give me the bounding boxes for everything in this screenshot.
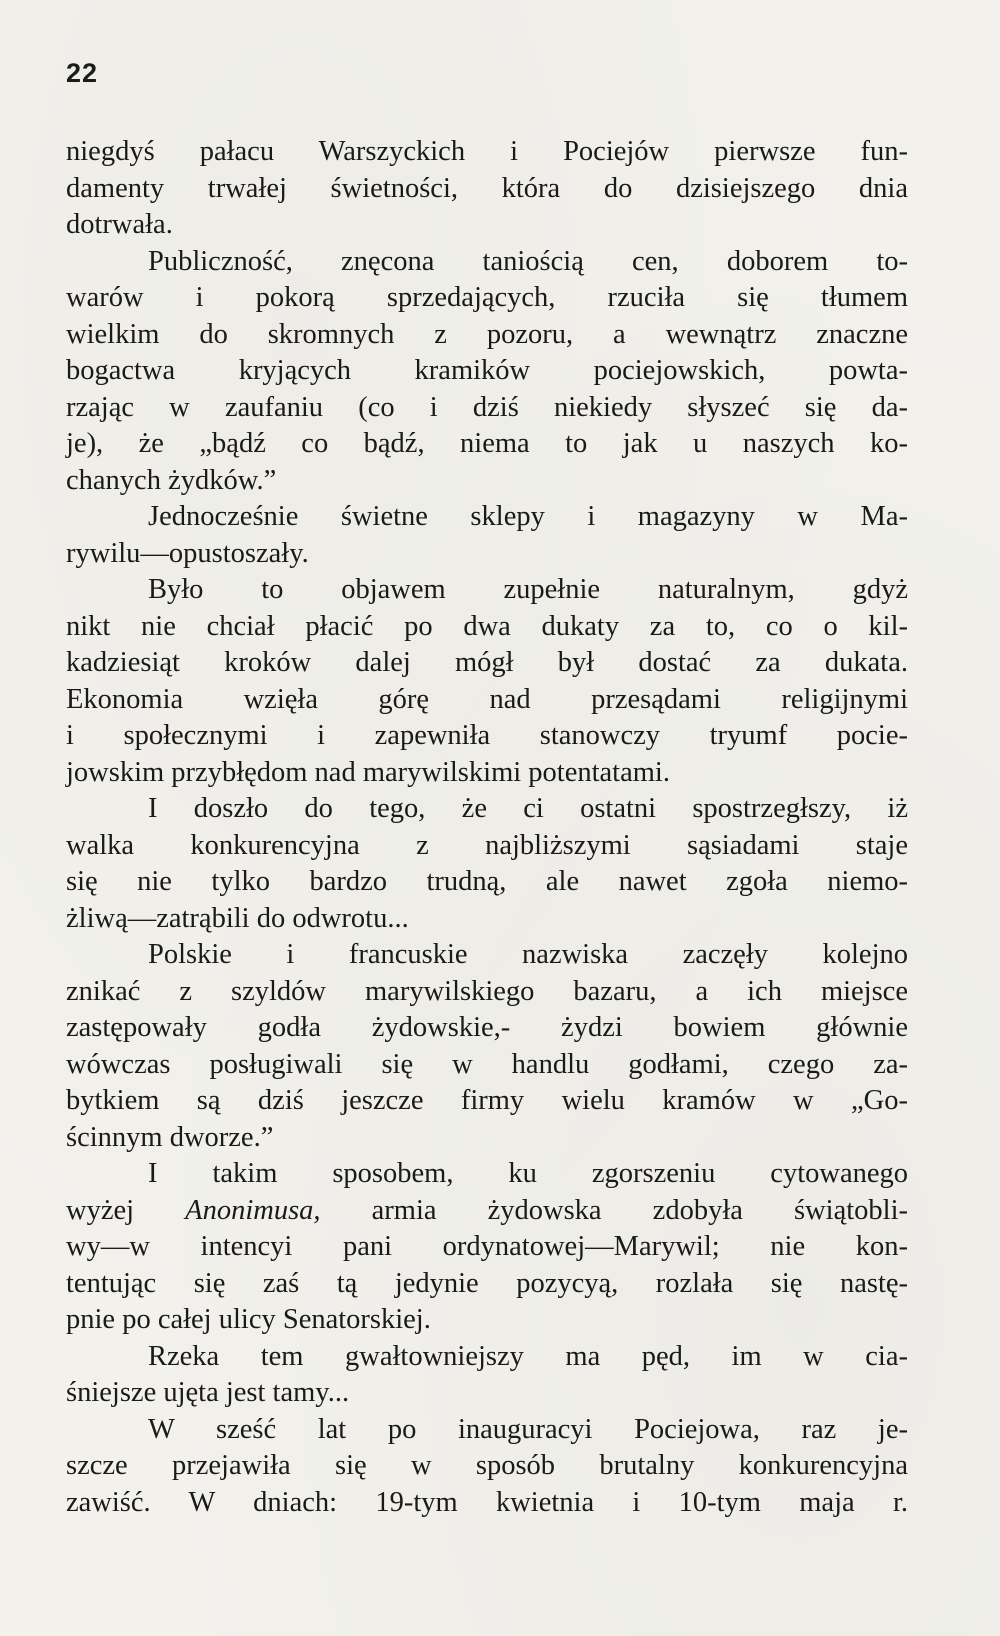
text-line: Ekonomia wzięła górę nad przesądami religijnymi bbox=[66, 683, 908, 715]
text-line: wy—w intencyi pani ordynatowej—Marywil; nie kon- bbox=[66, 1231, 908, 1262]
text-line: walka konkurencyjna z najbliższymi sąsiadami staje bbox=[66, 829, 908, 861]
text-line: kadziesiąt kroków dalej mógł był dostać za dukata. bbox=[66, 647, 908, 678]
text-line: rywilu—opustoszały. bbox=[66, 537, 309, 569]
text-line: niegdyś pałacu Warszyckich i Pociejów pierwsze fun- bbox=[66, 136, 908, 167]
text-line: i społecznymi i zapewniła stanowczy tryumf pocie- bbox=[66, 720, 908, 751]
text-line: dotrwała. bbox=[66, 209, 173, 240]
text-line: wyżej Anonimusa, armia żydowska zdobyła świątobli- bbox=[66, 1194, 908, 1226]
page-number: 22 bbox=[66, 58, 99, 88]
text-line: Było to objawem zupełnie naturalnym, gdyż bbox=[148, 574, 908, 605]
text-line: damenty trwałej świetności, która do dzisiejszego dnia bbox=[66, 172, 908, 204]
italic-name: Anonimusa, bbox=[185, 1194, 321, 1226]
text-line: zawiść. W dniach: 19-tym kwietnia i 10-tym maja r. bbox=[66, 1486, 908, 1518]
text-line: Publiczność, znęcona taniością cen, doborem to- bbox=[148, 245, 908, 277]
text-line: bogactwa kryjących kramików pociejowskich, powta- bbox=[66, 355, 908, 386]
text-line: żliwą—zatrąbili do odwrotu... bbox=[66, 902, 409, 934]
text-line: ścinnym dworze.” bbox=[66, 1121, 274, 1153]
text-line: się nie tylko bardzo trudną, ale nawet zgoła niemo- bbox=[66, 866, 908, 897]
text-line: I takim sposobem, ku zgorszeniu cytowanego bbox=[148, 1158, 908, 1189]
text-line: W sześć lat po inauguracyi Pociejowa, raz je- bbox=[148, 1413, 908, 1445]
text-line: chanych żydków.” bbox=[66, 464, 277, 496]
body-text bbox=[66, 134, 908, 1521]
text-line: zastępowały godła żydowskie,- żydzi bowiem głównie bbox=[66, 1012, 908, 1043]
text-line: znikać z szyldów marywilskiego bazaru, a ich miejsce bbox=[66, 975, 908, 1007]
text-line: tentując się zaś tą jedynie pozycyą, rozlała się nastę- bbox=[66, 1267, 908, 1299]
text-line: Rzeka tem gwałtowniejszy ma pęd, im w cia- bbox=[148, 1340, 908, 1372]
text-line: warów i pokorą sprzedających, rzuciła się tłumem bbox=[66, 282, 908, 313]
text-line: szcze przejawiła się w sposób brutalny konkurencyjna bbox=[66, 1450, 908, 1481]
text-line: śniejsze ujęta jest tamy... bbox=[66, 1377, 350, 1408]
text-line: je), że „bądź co bądź, niema to jak u naszych ko- bbox=[66, 428, 908, 459]
text-line: wówczas posługiwali się w handlu godłami, czego za- bbox=[66, 1048, 908, 1080]
text-line: jowskim przybłędom nad marywilskimi potentatami. bbox=[66, 756, 670, 788]
text-line: Polskie i francuskie nazwiska zaczęły kolejno bbox=[148, 939, 908, 970]
text-line: Jednocześnie świetne sklepy i magazyny w Ma- bbox=[148, 501, 908, 532]
text-line: nikt nie chciał płacić po dwa dukaty za to, co o kil- bbox=[66, 610, 908, 642]
text-line: wielkim do skromnych z pozoru, a wewnątrz znaczne bbox=[66, 318, 908, 350]
text-line: pnie po całej ulicy Senatorskiej. bbox=[66, 1304, 431, 1335]
text-line: I doszło do tego, że ci ostatni spostrzegłszy, iż bbox=[148, 793, 908, 824]
text-line: bytkiem są dziś jeszcze firmy wielu kramów w „Go- bbox=[66, 1085, 908, 1116]
text-line: rzając w zaufaniu (co i dziś niekiedy słyszeć się da- bbox=[66, 391, 908, 423]
